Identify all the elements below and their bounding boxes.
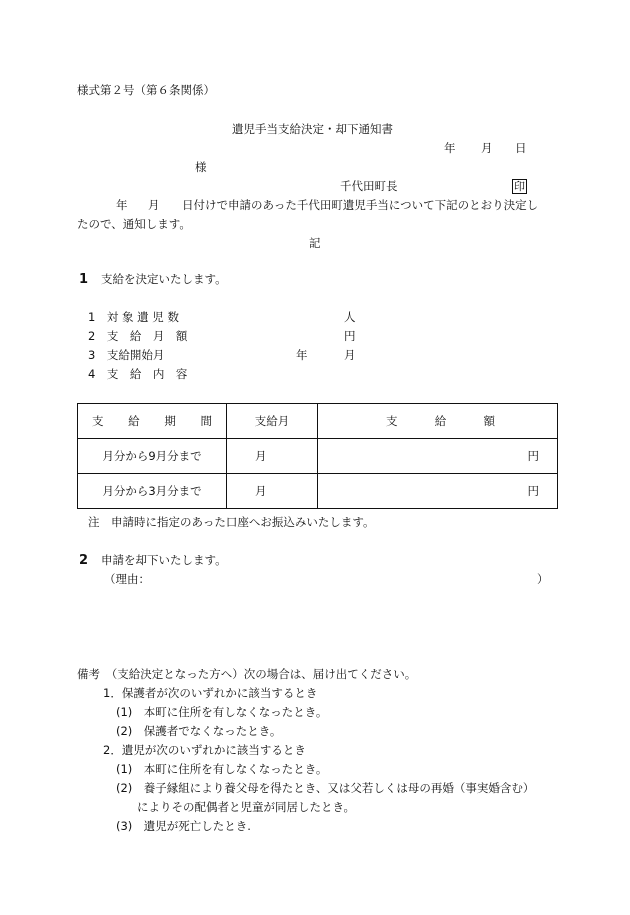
intro-year: 年 [116, 198, 128, 212]
date-month: 月 [481, 141, 493, 155]
item-2-label: 2 支 給 月 額 [88, 329, 188, 343]
remark-line: 2．遺児が次のいずれかに該当するとき [103, 743, 306, 757]
addressee-suffix: 様 [195, 160, 207, 174]
reason-open: （理由： [104, 572, 150, 586]
header-amount-char: 支 [386, 414, 398, 428]
item-3-unit: 月 [344, 348, 356, 362]
table-header-row [78, 404, 558, 439]
payment-note: 注 申請時に指定のあった口座へお振込みいたします。 [88, 515, 375, 529]
date-year: 年 [444, 141, 456, 155]
section1-number: 1 [79, 272, 89, 287]
item-1-unit: 人 [344, 310, 356, 324]
intro-line1: 日付けで申請のあった千代田町遺児手当について下記のとおり決定し [182, 198, 539, 212]
payment-table [77, 403, 558, 509]
table-row [78, 474, 558, 509]
ki-label: 記 [309, 236, 321, 250]
header-period-char: 間 [200, 414, 212, 428]
remark-line: (2) 保護者でなくなったとき。 [116, 724, 282, 738]
item-4-label: 4 支 給 内 容 [88, 367, 188, 381]
section2-heading: 申請を却下いたします。 [101, 553, 227, 567]
section2-number: 2 [79, 553, 89, 568]
header-period-char: 期 [164, 414, 176, 428]
row-period: 月分から9月分まで [78, 439, 227, 474]
issuer: 千代田町長 [340, 179, 398, 193]
remark-line: によりその配偶者と児童が同居したとき。 [137, 800, 356, 814]
remarks-title: 備考 （支給決定となった方へ）次の場合は、届け出てください。 [77, 667, 417, 681]
header-period-char: 支 [92, 414, 104, 428]
header-amount-char: 給 [434, 414, 447, 428]
item-1-label: 1 対 象 遺 児 数 [88, 310, 179, 324]
row-month: 月 [227, 474, 318, 509]
remark-line: (3) 遺児が死亡したとき. [116, 819, 251, 833]
row-month: 月 [227, 439, 318, 474]
row-amount: 円 [318, 474, 558, 509]
item-2-unit: 円 [344, 329, 356, 343]
reason-close: ） [537, 572, 549, 586]
section1-heading: 支給を決定いたします。 [101, 272, 227, 286]
header-period [78, 404, 227, 439]
row-amount: 円 [318, 439, 558, 474]
document-title: 遺児手当支給決定・却下通知書 [232, 122, 393, 136]
remark-line: 1．保護者が次のいずれかに該当するとき [103, 686, 318, 700]
item-3-year: 年 [296, 348, 308, 362]
form-number: 様式第２号（第６条関係） [77, 83, 215, 97]
row-period: 月分から3月分まで [78, 474, 227, 509]
table-row [78, 439, 558, 474]
remark-line: (1) 本町に住所を有しなくなったとき。 [116, 705, 328, 719]
header-period-char: 給 [128, 414, 140, 428]
intro-line2: たので、通知します。 [77, 217, 191, 231]
remark-line: (2) 養子縁組により養父母を得たとき、又は父若しくは母の再婚（事実婚含む） [116, 781, 535, 795]
seal-mark: 印 [514, 180, 525, 193]
header-payment-month: 支給月 [227, 404, 318, 439]
intro-month: 月 [148, 198, 160, 212]
header-amount-char: 額 [483, 414, 495, 428]
date-day: 日 [515, 141, 527, 155]
header-amount [318, 404, 558, 439]
item-3-label: 3 支給開始月 [88, 348, 165, 362]
remark-line: (1) 本町に住所を有しなくなったとき。 [116, 762, 328, 776]
